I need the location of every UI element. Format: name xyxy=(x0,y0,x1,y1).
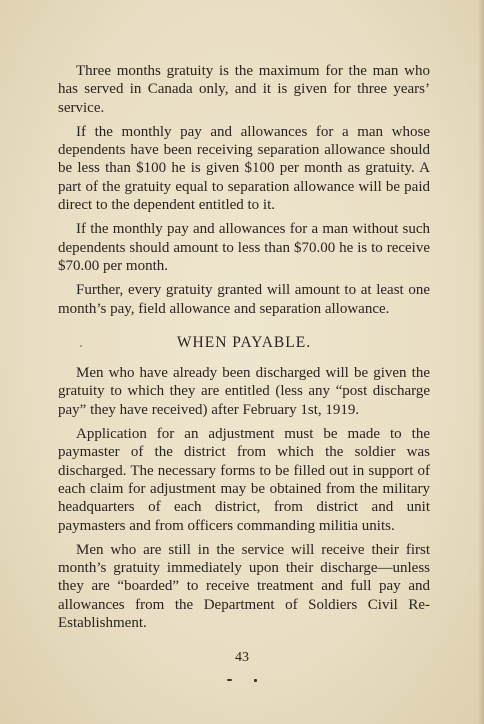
ink-mark-left xyxy=(227,679,232,681)
paragraph-gratuity-maximum: Three months gratuity is the maximum for the man who has served in Canada only, and it is given for three years’ service. xyxy=(58,63,430,116)
ink-speck xyxy=(80,345,82,347)
paragraph-dependents-allowance: If the monthly pay and allowances for a man whose dependents have been receiving separation allowance should be less than $100 he is given $100 per month as gratuity. A part of the gratuity equal to separation allowance will be paid direct to the dependent entitled to it. xyxy=(58,123,430,214)
paragraph-already-discharged: Men who have already been discharged will be given the gratuity to which they are entitled (less any “post discharge pay” they have received) after February 1st, 1919. xyxy=(58,365,430,418)
body-text xyxy=(58,62,430,638)
section-heading: WHEN PAYABLE. xyxy=(176,333,312,351)
ink-mark-right xyxy=(254,679,257,682)
paragraph-no-dependents: If the monthly pay and allowances for a man without such dependents should amount to less than $70.00 he is to receive $70.00 per month. xyxy=(58,221,430,274)
paragraph-still-in-service: Men who are still in the service will receive their first month’s gratuity immediately upon their discharge—unless they are “boarded” to receive treatment and full pay and allowances from the Department of Soldiers Civil Re-Establishment. xyxy=(58,541,430,632)
paragraph-minimum-gratuity: Further, every gratuity granted will amount to at least one month’s pay, field allowance and separation allowance. xyxy=(58,282,430,317)
paragraph-adjustment-application: Application for an adjustment must be made to the paymaster of the district from which the soldier was discharged. The necessary forms to be filled out in support of each claim for adjustment may be obtained from the military headquarters of each district, from district and unit paymasters and from officers commanding militia units. xyxy=(58,426,430,534)
page-number: 43 xyxy=(235,650,249,665)
